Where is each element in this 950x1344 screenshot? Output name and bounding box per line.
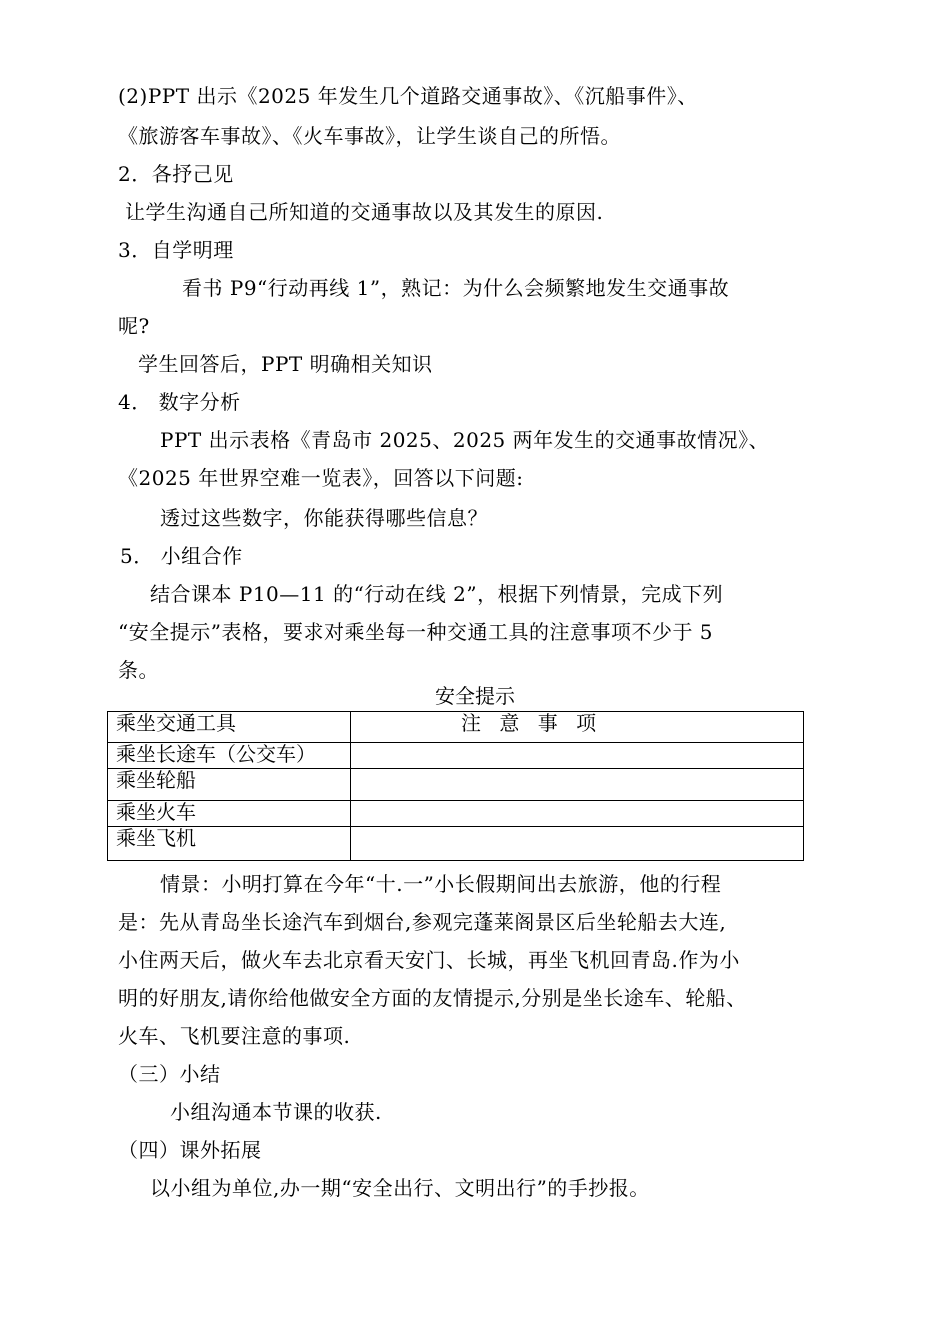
- scenario-line: 明的好朋友,请你给他做安全方面的友情提示,分别是坐长途车、轮船、: [118, 986, 747, 1010]
- section-heading: （三）小结: [118, 1062, 221, 1086]
- paragraph-line: (2)PPT 出示《2025 年发生几个道路交通事故》、《沉船事件》、: [118, 84, 698, 108]
- paragraph-line: 让学生沟通自己所知道的交通事故以及其发生的原因.: [125, 200, 604, 224]
- section-heading: 5． 小组合作: [120, 544, 243, 568]
- table-row: [108, 827, 804, 861]
- vehicle-cell: 乘坐轮船: [108, 769, 351, 801]
- table-header-row: [108, 712, 804, 743]
- paragraph-line: 小组沟通本节课的收获.: [170, 1100, 382, 1124]
- vehicle-cell: 乘坐火车: [108, 801, 351, 827]
- section-heading: 4． 数字分析: [118, 390, 241, 414]
- paragraph-line: 结合课本 P10—11 的“行动在线 2”，根据下列情景，完成下列: [150, 582, 724, 606]
- header-cell-vehicle: 乘坐交通工具: [108, 712, 351, 743]
- safety-tips-table: [107, 711, 804, 861]
- paragraph-line: 透过这些数字，你能获得哪些信息？: [160, 506, 488, 530]
- table-row: [108, 769, 804, 801]
- paragraph-line: PPT 出示表格《青岛市 2025、2025 两年发生的交通事故情况》、: [160, 428, 770, 452]
- paragraph-line: 呢?: [118, 314, 150, 338]
- table-row: [108, 801, 804, 827]
- section-heading: 3．自学明理: [118, 238, 234, 262]
- notes-cell[interactable]: [351, 827, 804, 861]
- scenario-line: 情景：小明打算在今年“十.一”小长假期间出去旅游，他的行程: [160, 872, 722, 896]
- paragraph-line: “安全提示”表格，要求对乘坐每一种交通工具的注意事项不少于 5: [118, 620, 714, 644]
- notes-cell[interactable]: [351, 743, 804, 769]
- header-cell-notes: 注 意 事 项: [351, 712, 804, 743]
- paragraph-line: 看书 P9“行动再线 1”，熟记：为什么会频繁地发生交通事故: [182, 276, 730, 300]
- table-row: [108, 743, 804, 769]
- section-heading: （四）课外拓展: [118, 1138, 262, 1162]
- notes-cell[interactable]: [351, 769, 804, 801]
- table-caption: 安全提示: [435, 684, 515, 708]
- scenario-line: 是：先从青岛坐长途汽车到烟台,参观完蓬莱阁景区后坐轮船去大连,: [118, 910, 727, 934]
- vehicle-cell: 乘坐长途车（公交车）: [108, 743, 351, 769]
- vehicle-cell: 乘坐飞机: [108, 827, 351, 861]
- section-heading: 2．各抒己见: [118, 162, 234, 186]
- paragraph-line: 《2025 年世界空难一览表》，回答以下问题:: [118, 466, 524, 490]
- paragraph-line: 条。: [118, 658, 159, 682]
- paragraph-line: 学生回答后，PPT 明确相关知识: [138, 352, 433, 376]
- scenario-line: 小住两天后，做火车去北京看天安门、长城，再坐飞机回青岛.作为小: [118, 948, 740, 972]
- notes-cell[interactable]: [351, 801, 804, 827]
- paragraph-line: 以小组为单位,办一期“安全出行、文明出行”的手抄报。: [150, 1176, 650, 1200]
- paragraph-line: 《旅游客车事故》、《火车事故》，让学生谈自己的所悟。: [118, 124, 621, 148]
- scenario-line: 火车、飞机要注意的事项.: [118, 1024, 351, 1048]
